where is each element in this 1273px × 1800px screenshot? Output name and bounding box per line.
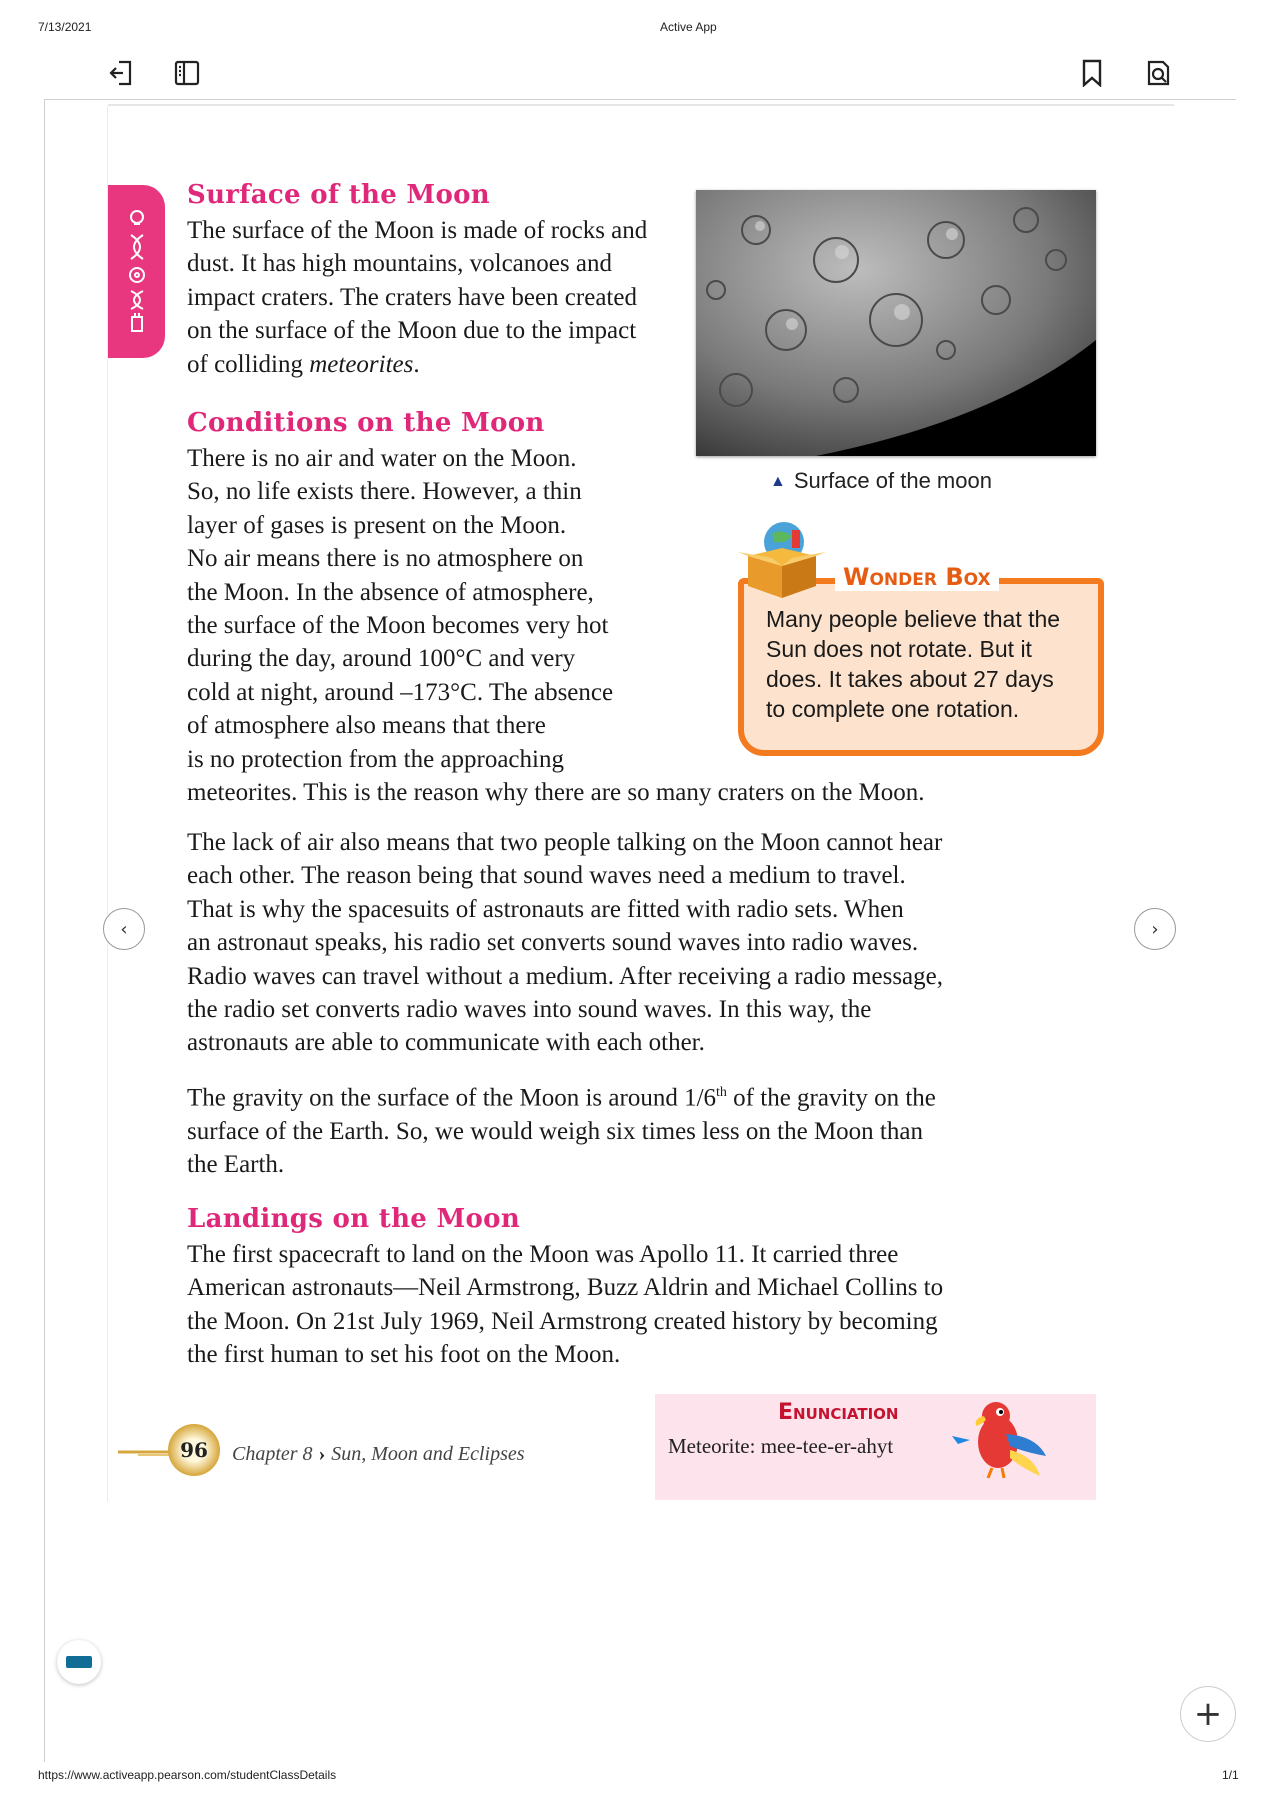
highlighter-button[interactable] — [57, 1640, 101, 1684]
text-line: is no protection from the approaching — [187, 745, 564, 773]
text-line: The first spacecraft to land on the Moon was Apollo 11. It carried three — [187, 1241, 899, 1268]
prev-page-button[interactable]: ‹ — [103, 908, 145, 950]
text-line: of atmosphere also means that there — [187, 712, 546, 740]
chevron-right-icon: › — [318, 1443, 326, 1465]
text-line: So, no life exists there. However, a thin — [187, 478, 582, 506]
enunciation-title: Enunciation — [778, 1400, 899, 1425]
text-line: meteorites. This is the reason why there are so many craters on the Moon. — [187, 779, 925, 807]
text-line: the Earth. — [187, 1151, 285, 1179]
exit-icon[interactable] — [106, 58, 136, 88]
text-line: Many people believe that the — [766, 606, 1061, 632]
text-span: . — [413, 350, 420, 378]
text-line: Sun does not rotate. But it — [766, 636, 1032, 662]
text-line: American astronauts—Neil Armstrong, Buzz Aldrin and Michael Collins to — [187, 1274, 944, 1302]
text-line: impact craters. The craters have been created — [187, 283, 637, 311]
text-line: the surface of the Moon becomes very hot — [187, 612, 609, 640]
text-line: to complete one rotation. — [766, 696, 1020, 722]
text-line: during the day, around 100°C and very — [187, 645, 576, 673]
text-line: That is why the spacesuits of astronauts are fitted with radio sets. When — [187, 895, 904, 923]
text-line: dust. It has high mountains, volcanoes and — [187, 250, 612, 278]
highlighter-icon — [66, 1656, 92, 1668]
text-line: each other. The reason being that sound waves need a medium to travel. — [187, 862, 906, 890]
surface-paragraph — [187, 214, 647, 381]
add-button[interactable]: + — [1180, 1686, 1236, 1742]
text-line — [187, 1076, 936, 1115]
science-side-tab — [108, 185, 165, 358]
text-span: of the gravity on the — [726, 1084, 936, 1112]
text-line: the Moon. On 21st July 1969, Neil Armstrong created history by becoming — [187, 1307, 938, 1335]
text-line: The surface of the Moon is made of rocks and — [187, 217, 648, 244]
print-url: https://www.activeapp.pearson.com/studentClassDetails — [38, 1768, 337, 1782]
text-line: on the surface of the Moon due to the impact — [187, 317, 637, 345]
print-title: Active App — [660, 20, 717, 34]
text-line: The lack of air also means that two people talking on the Moon cannot hear — [187, 829, 943, 856]
wonder-box-title: Wonder Box — [835, 563, 999, 591]
text-line: an astronaut speaks, his radio set converts sound waves into radio waves. — [187, 929, 919, 957]
viewer-frame-top — [44, 99, 1236, 100]
text-line — [187, 348, 647, 381]
text-line: surface of the Earth. So, we would weigh six times less on the Moon than — [187, 1117, 923, 1145]
text-line: layer of gases is present on the Moon. — [187, 511, 567, 539]
chapter-label: Chapter 8 — [232, 1443, 313, 1465]
wonder-box-text — [766, 604, 1086, 724]
gift-box-icon — [734, 512, 830, 608]
text-span: The gravity on the surface of the Moon is around 1/6 — [187, 1084, 717, 1112]
chapter-footer — [232, 1443, 525, 1466]
glossary-term: meteorites — [309, 350, 414, 378]
science-icons — [128, 207, 146, 337]
gravity-paragraph — [187, 1076, 936, 1182]
print-date: 7/13/2021 — [38, 20, 92, 34]
caption-text: Surface of the moon — [793, 468, 992, 493]
text-line: There is no air and water on the Moon. — [187, 445, 577, 472]
bookmark-icon[interactable] — [1077, 58, 1107, 88]
heading-surface: Surface of the Moon — [187, 180, 490, 210]
moon-surface-image — [696, 190, 1096, 456]
superscript: th — [716, 1085, 727, 1100]
text-span: of colliding — [187, 350, 310, 378]
print-page-number: 1/1 — [1222, 1768, 1239, 1782]
chapter-title: Sun, Moon and Eclipses — [331, 1443, 525, 1465]
text-line: the first human to set his foot on the Moon. — [187, 1341, 621, 1369]
page-number-badge: 96 — [168, 1424, 220, 1476]
parrot-icon — [948, 1398, 1058, 1486]
text-line: cold at night, around –173°C. The absence — [187, 678, 614, 706]
text-line: No air means there is no atmosphere on — [187, 545, 584, 573]
text-line: Radio waves can travel without a medium. After receiving a radio message, — [187, 962, 943, 990]
text-line: does. It takes about 27 days — [766, 666, 1054, 692]
text-line: the Moon. In the absence of atmosphere, — [187, 578, 594, 606]
heading-landings: Landings on the Moon — [187, 1204, 521, 1234]
caption-triangle-icon: ▲ — [770, 473, 786, 490]
page-edge-top — [108, 104, 1174, 106]
text-line: the radio set converts radio waves into sound waves. In this way, the — [187, 996, 872, 1024]
viewer-frame-left — [44, 100, 45, 1762]
heading-conditions: Conditions on the Moon — [187, 408, 545, 438]
landings-paragraph — [187, 1238, 943, 1372]
search-page-icon[interactable] — [1143, 58, 1173, 88]
sound-paragraph — [187, 826, 943, 1060]
enunciation-text: Meteorite: mee-tee-er-ahyt — [668, 1434, 894, 1458]
sidebar-toggle-icon[interactable] — [172, 58, 202, 88]
next-page-button[interactable]: › — [1134, 908, 1176, 950]
text-line: astronauts are able to communicate with each other. — [187, 1029, 705, 1057]
